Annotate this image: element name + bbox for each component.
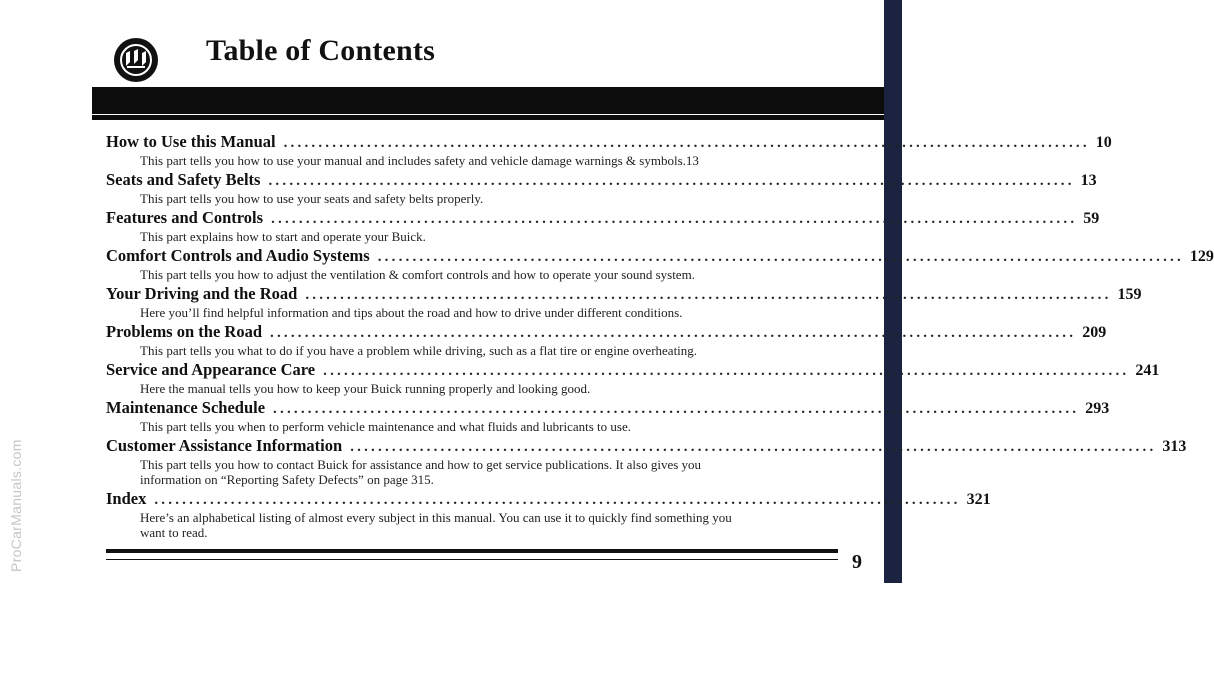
toc-entry-title[interactable]: Seats and Safety Belts (106, 170, 261, 189)
toc-entry-title[interactable]: Index (106, 489, 147, 508)
tri-shield-icon (119, 43, 153, 77)
header-band (92, 87, 884, 114)
toc-entry-description: This part tells you how to adjust the ventilation & comfort controls and how to operate your sound system. (140, 267, 695, 282)
toc-entry-page: 13 (1080, 172, 1097, 189)
watermark: ProCarManuals.com (8, 439, 24, 572)
toc-entry-description: This part tells you when to perform vehicle maintenance and what fluids and lubricants to use. (140, 419, 631, 434)
leader-dots: .................................................................................................................... (283, 135, 1090, 151)
leader-dots: .................................................................................................................... (271, 211, 1078, 227)
toc-entry-description: This part tells you what to do if you have a problem while driving, such as a flat tire or engine overheating. (140, 343, 698, 358)
footer-rule-thin (106, 559, 838, 560)
toc-list (106, 132, 1214, 542)
leader-dots: .................................................................................................................... (273, 401, 1080, 417)
toc-entry-description: This part tells you how to use your manual and includes safety and vehicle damage warnings & symbols.13 (140, 153, 699, 168)
leader-dots: .................................................................................................................... (377, 249, 1184, 265)
toc-entry[interactable] (106, 284, 1142, 320)
toc-entry-title[interactable]: Features and Controls (106, 208, 264, 227)
toc-entry[interactable] (106, 322, 1107, 358)
toc-entry-description: Here you’ll find helpful information and tips about the road and how to drive under different conditions. (140, 305, 683, 320)
toc-entry-page: 59 (1083, 210, 1100, 227)
toc-entry-title[interactable]: How to Use this Manual (106, 132, 276, 151)
buick-logo-icon (114, 38, 158, 82)
toc-entry-page: 241 (1135, 362, 1160, 379)
toc-entry-description: This part tells you how to use your seats and safety belts properly. (140, 191, 484, 206)
toc-entry-description: This part tells you how to contact Buick for assistance and how to get service publications. It also gives you information on “Reporting Safety Defects” on page 315. (140, 457, 702, 487)
toc-entry-title[interactable]: Maintenance Schedule (106, 398, 266, 417)
toc-entry-page: 313 (1162, 438, 1187, 455)
toc-entry-description: This part explains how to start and operate your Buick. (140, 229, 426, 244)
leader-dots: .................................................................................................................... (350, 439, 1157, 455)
toc-entry-title[interactable]: Your Driving and the Road (106, 284, 298, 303)
toc-entry[interactable] (106, 360, 1160, 396)
toc-entry-title[interactable]: Service and Appearance Care (106, 360, 316, 379)
toc-entry-description: Here’s an alphabetical listing of almost every subject in this manual. You can use it to quickly find something you want to read. (140, 510, 732, 540)
leader-dots: .................................................................................................................... (154, 492, 961, 508)
toc-entry[interactable] (106, 436, 1187, 487)
toc-entry-page: 209 (1082, 324, 1107, 341)
toc-entry-title[interactable]: Comfort Controls and Audio Systems (106, 246, 370, 265)
page-title: Table of Contents (206, 34, 435, 67)
toc-entry[interactable] (106, 132, 1112, 168)
leader-dots: .................................................................................................................... (268, 173, 1075, 189)
toc-entry[interactable] (106, 398, 1110, 434)
toc-entry[interactable] (106, 489, 991, 540)
toc-entry-page: 159 (1117, 286, 1142, 303)
toc-entry-title[interactable]: Problems on the Road (106, 322, 262, 341)
toc-entry-title[interactable]: Customer Assistance Information (106, 436, 343, 455)
toc-entry-page: 321 (966, 491, 991, 508)
leader-dots: .................................................................................................................... (305, 287, 1112, 303)
leader-dots: .................................................................................................................... (323, 363, 1130, 379)
footer-rule (106, 549, 838, 553)
toc-entry-page: 129 (1189, 248, 1214, 265)
toc-entry[interactable] (106, 246, 1214, 282)
header-band-rule (92, 115, 884, 120)
toc-entry-page: 10 (1095, 134, 1112, 151)
page-number: 9 (852, 551, 862, 573)
toc-entry-page: 293 (1085, 400, 1110, 417)
leader-dots: .................................................................................................................... (270, 325, 1077, 341)
toc-entry[interactable] (106, 170, 1097, 206)
toc-entry-description: Here the manual tells you how to keep your Buick running properly and looking good. (140, 381, 591, 396)
toc-entry[interactable] (106, 208, 1100, 244)
